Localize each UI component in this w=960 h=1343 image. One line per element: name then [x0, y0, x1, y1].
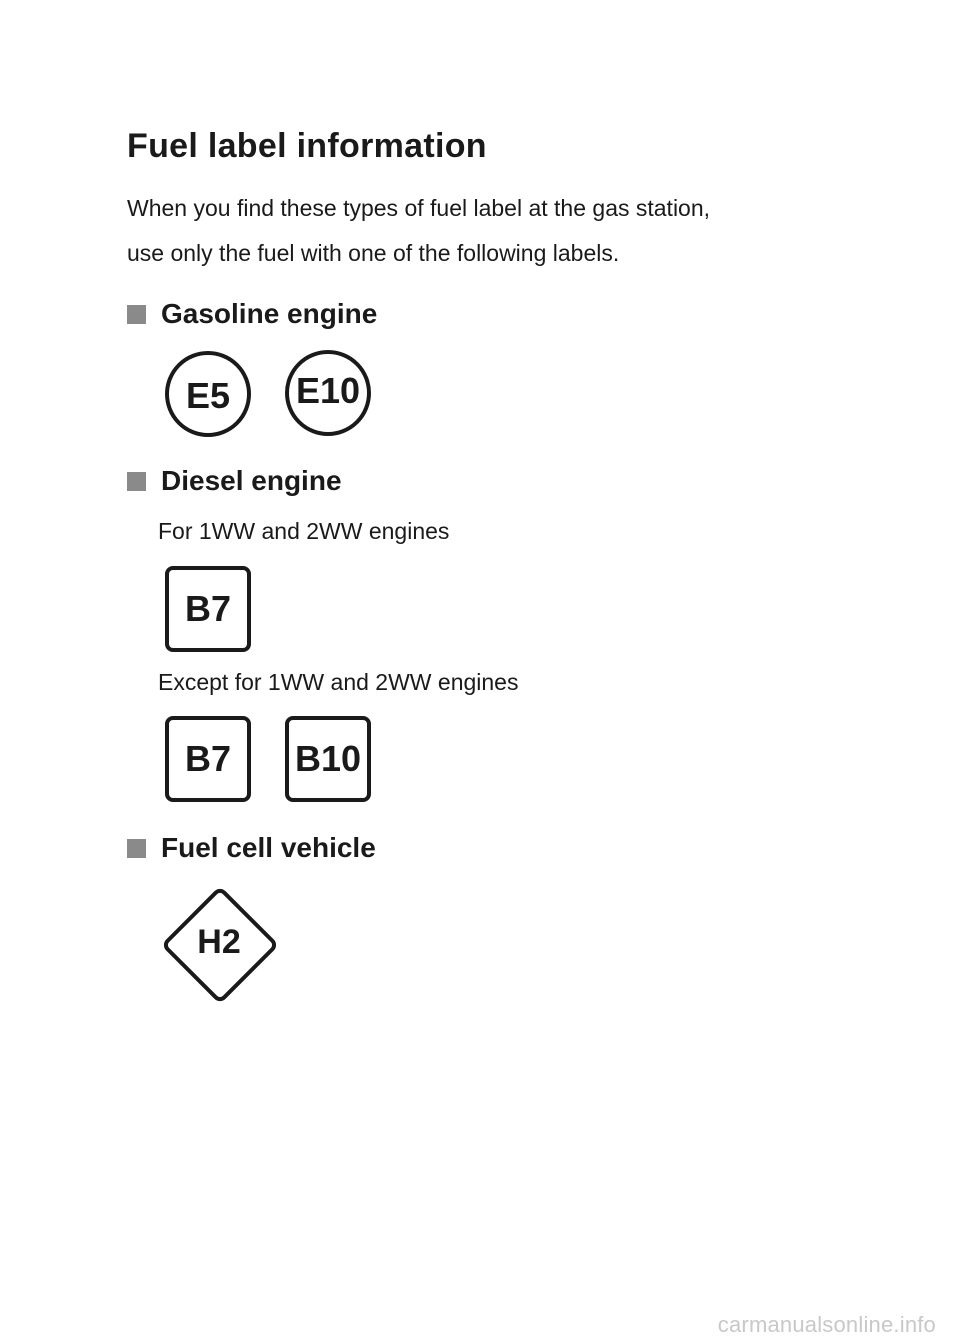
- intro-text-line-1: When you find these types of fuel label at the gas station,: [127, 195, 711, 221]
- section-heading-text: Fuel cell vehicle: [161, 832, 376, 863]
- square-bullet-icon: [127, 839, 146, 858]
- page-title: Fuel label information: [127, 127, 487, 165]
- intro-text-line-2: use only the fuel with one of the following labels.: [127, 240, 620, 266]
- section-heading-text: Diesel engine: [161, 465, 342, 496]
- fuel-label-e10-circle: [285, 350, 371, 436]
- fuel-label-e5-circle: [165, 351, 251, 437]
- fuel-label-text: B10: [294, 738, 362, 779]
- fuel-label-text: B7: [184, 588, 232, 629]
- fuel-label-text: H2: [197, 923, 241, 961]
- square-bullet-icon: [127, 472, 146, 491]
- fuel-label-text: E5: [185, 375, 231, 416]
- diesel-caption-1ww-2ww: For 1WW and 2WW engines: [158, 518, 450, 544]
- fuel-label-b7-square: [165, 716, 251, 802]
- fuel-label-h2-diamond: [159, 884, 281, 1006]
- section-heading-gasoline: [127, 296, 377, 332]
- fuel-label-b7-square: [165, 566, 251, 652]
- fuel-label-text: B7: [184, 738, 232, 779]
- section-heading-diesel: [127, 463, 342, 499]
- section-heading-text: Gasoline engine: [161, 298, 378, 329]
- diesel-caption-except-1ww-2ww: Except for 1WW and 2WW engines: [158, 669, 519, 695]
- fuel-label-text: E10: [295, 370, 361, 411]
- watermark: carmanualsonline.info: [717, 1312, 936, 1337]
- square-bullet-icon: [127, 305, 146, 324]
- fuel-label-b10-square: [285, 716, 371, 802]
- section-heading-fuel-cell: [127, 830, 376, 866]
